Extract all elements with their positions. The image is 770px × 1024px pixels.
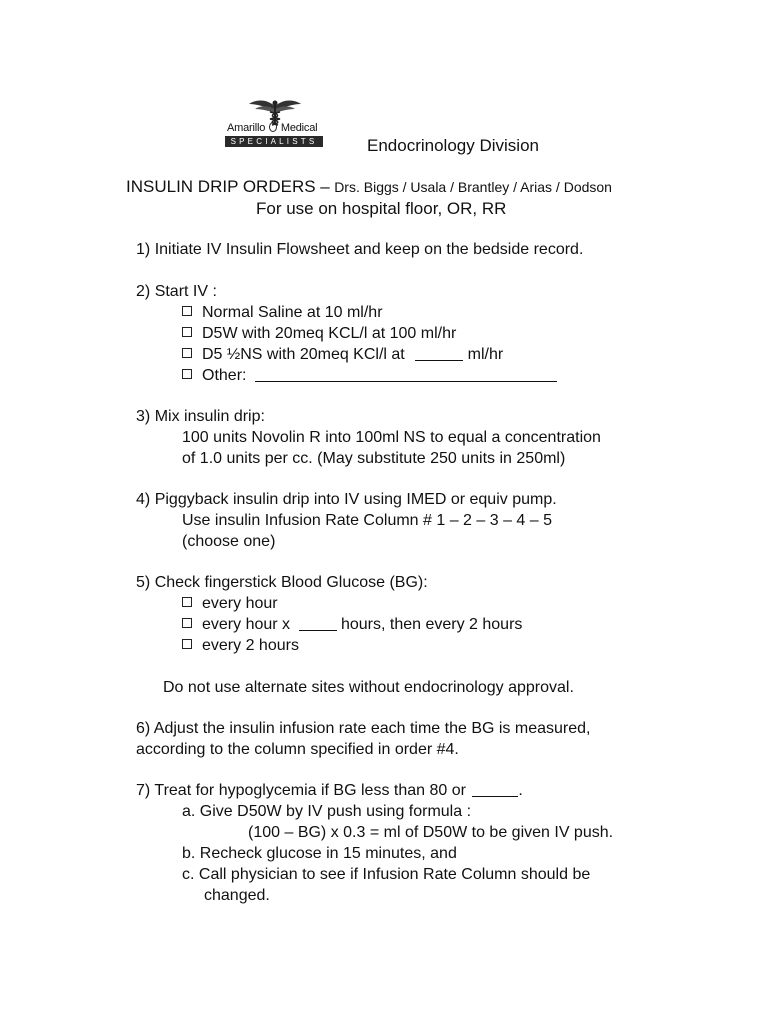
order-num: 3) xyxy=(136,408,151,425)
order-1 xyxy=(136,240,583,260)
order-num: 7) xyxy=(136,782,151,799)
order-6-line2: according to the column specified in order #4. xyxy=(136,741,459,758)
checkbox[interactable] xyxy=(182,369,192,379)
order-7: 7) Treat for hypoglycemia if BG less than 80 or . xyxy=(136,782,523,799)
order-num: 6) xyxy=(136,720,151,737)
checkbox[interactable] xyxy=(182,597,192,607)
order-text: Mix insulin drip: xyxy=(154,408,265,425)
order-7c: c. Call physician to see if Infusion Rate Column should be xyxy=(182,866,591,883)
order-7b: b. Recheck glucose in 15 minutes, and xyxy=(182,845,457,862)
logo-line1: Amarillo xyxy=(227,122,266,134)
order-num: 2) xyxy=(136,283,151,300)
order-num: 1) xyxy=(136,241,151,258)
order-2 xyxy=(136,282,217,302)
order-text: Check fingerstick Blood Glucose (BG): xyxy=(154,574,428,591)
bg-option-3: every 2 hours xyxy=(182,636,299,656)
order-text: Adjust the insulin infusion rate each time the BG is measured, xyxy=(153,720,591,737)
iv-option-2: D5W with 20meq KCL/l at 100 ml/hr xyxy=(182,324,456,344)
blank-field[interactable] xyxy=(415,346,463,361)
order-4-line2: (choose one) xyxy=(182,533,276,550)
title-main: INSULIN DRIP ORDERS – xyxy=(126,177,330,196)
order-num: 5) xyxy=(136,574,151,591)
bg-option-2: every hour x hours, then every 2 hours xyxy=(182,615,522,635)
blank-field[interactable] xyxy=(472,782,518,797)
logo-line1b: Medical xyxy=(280,122,318,134)
page-title xyxy=(126,177,612,197)
checkbox[interactable] xyxy=(182,618,192,628)
logo-specialists: SPECIALISTS xyxy=(225,136,323,147)
order-text: Start IV : xyxy=(154,283,217,300)
checkbox[interactable] xyxy=(182,639,192,649)
order-7a: a. Give D50W by IV push using formula : xyxy=(182,803,472,820)
order-text: Treat for hypoglycemia if BG less than 80 or xyxy=(154,782,466,799)
blank-field[interactable] xyxy=(299,616,337,631)
logo-ring-icon xyxy=(269,122,277,132)
logo xyxy=(225,94,325,150)
blank-field[interactable] xyxy=(255,367,557,382)
checkbox[interactable] xyxy=(182,327,192,337)
division-title: Endocrinology Division xyxy=(367,136,539,155)
order-text: Initiate IV Insulin Flowsheet and keep on the bedside record. xyxy=(154,241,584,258)
order-6 xyxy=(136,719,590,739)
subtitle: For use on hospital floor, OR, RR xyxy=(256,199,507,218)
iv-option-4: Other: xyxy=(182,366,557,386)
formula: (100 – BG) x 0.3 = ml of D50W to be given IV push. xyxy=(248,824,614,841)
order-5 xyxy=(136,573,428,593)
bg-option-1: every hour xyxy=(182,594,278,614)
order-5-note: Do not use alternate sites without endocrinology approval. xyxy=(163,679,574,696)
checkbox[interactable] xyxy=(182,306,192,316)
order-text: Piggyback insulin drip into IV using IMED or equiv pump. xyxy=(154,491,557,508)
order-3-line2: of 1.0 units per cc. (May substitute 250 units in 250ml) xyxy=(182,450,566,467)
title-doctors: Drs. Biggs / Usala / Brantley / Arias / Dodson xyxy=(334,179,612,195)
order-num: 4) xyxy=(136,491,151,508)
iv-option-1: Normal Saline at 10 ml/hr xyxy=(182,303,383,323)
order-4 xyxy=(136,490,557,510)
order-4-line1: Use insulin Infusion Rate Column # 1 – 2 – 3 – 4 – 5 xyxy=(182,512,552,529)
order-7c-line2: changed. xyxy=(204,887,270,904)
iv-option-3: D5 ½NS with 20meq KCl/l at ml/hr xyxy=(182,345,503,365)
order-3 xyxy=(136,407,265,427)
checkbox[interactable] xyxy=(182,348,192,358)
order-3-line1: 100 units Novolin R into 100ml NS to equal a concentration xyxy=(182,429,601,446)
